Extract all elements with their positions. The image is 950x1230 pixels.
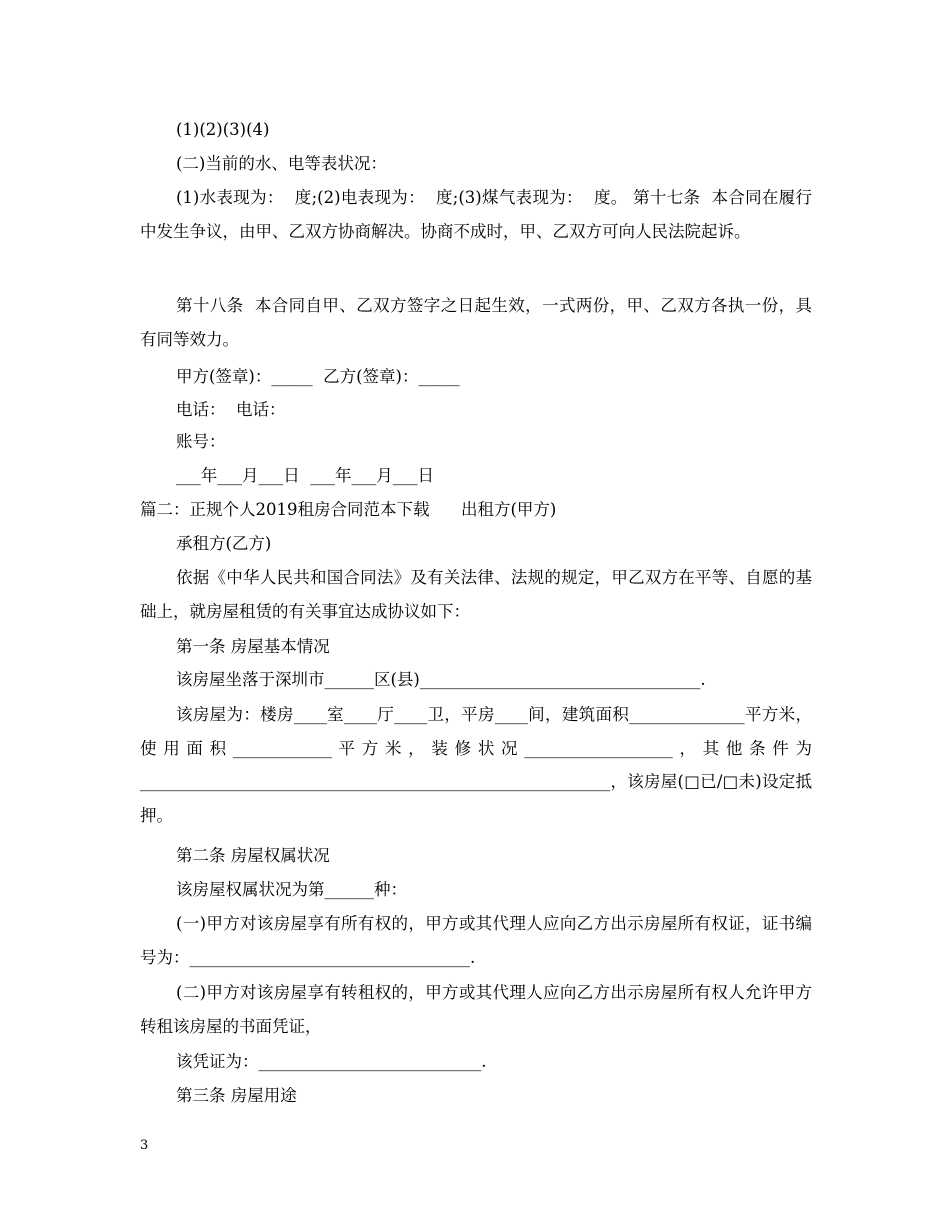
signature-line: 甲方(签章)：_____ 乙方(签章)：_____ — [176, 367, 460, 386]
paragraph: (二)甲方对该房屋享有转租权的，甲方或其代理人应向乙方出示房屋所有权人允许甲方转租该房屋的书面凭证， — [140, 983, 812, 1036]
paragraph: 第十八条 本合同自甲、乙双方签字之日起生效，一式两份，甲、乙双方各执一份，具有同等效力。 — [140, 296, 812, 349]
paragraph: (二)当前的水、电等表状况： — [176, 154, 387, 173]
paragraph: (1)(2)(3)(4) — [176, 120, 270, 139]
article-heading: 第二条 房屋权属状况 — [176, 846, 330, 865]
paragraph: 承租方(乙方) — [176, 534, 272, 553]
paragraph: 该凭证为：___________________________. — [176, 1052, 487, 1071]
phone-line: 电话： 电话： — [176, 400, 286, 419]
account-line: 账号： — [176, 432, 226, 451]
paragraph: 该房屋权属状况为第______种： — [176, 880, 407, 899]
page-number: 3 — [140, 1138, 149, 1153]
date-line: ___年___月___日 ___年___月___日 — [176, 466, 434, 485]
article-heading: 第三条 房屋用途 — [176, 1086, 297, 1105]
section-heading: 篇二：正规个人2019租房合同范本下载 出租方(甲方) — [140, 500, 557, 519]
paragraph: 依据《中华人民共和国合同法》及有关法律、法规的规定，甲乙双方在平等、自愿的基础上，就房屋租赁的有关事宜达成协议如下： — [140, 568, 812, 621]
article-heading: 第一条 房屋基本情况 — [176, 637, 330, 656]
paragraph: (一)甲方对该房屋享有所有权的，甲方或其代理人应向乙方出示房屋所有权证，证书编号为：__________________________________. — [140, 914, 812, 967]
paragraph: (1)水表现为： 度;(2)电表现为： 度;(3)煤气表现为： 度。 第十七条 本合同在履行中发生争议，由甲、乙双方协商解决。协商不成时，甲、乙双方可向人民法院起诉。 — [140, 188, 812, 241]
paragraph: 该房屋坐落于深圳市______区(县)__________________________________. — [176, 670, 706, 689]
paragraph: 该房屋为：楼房____室____厅____卫，平房____间，建筑面积______________平方米，使用面积____________平方米，装修状况__________________，其他条件为_________________________________________________________，该房屋(□已/□未)设定抵押。 — [140, 705, 812, 825]
